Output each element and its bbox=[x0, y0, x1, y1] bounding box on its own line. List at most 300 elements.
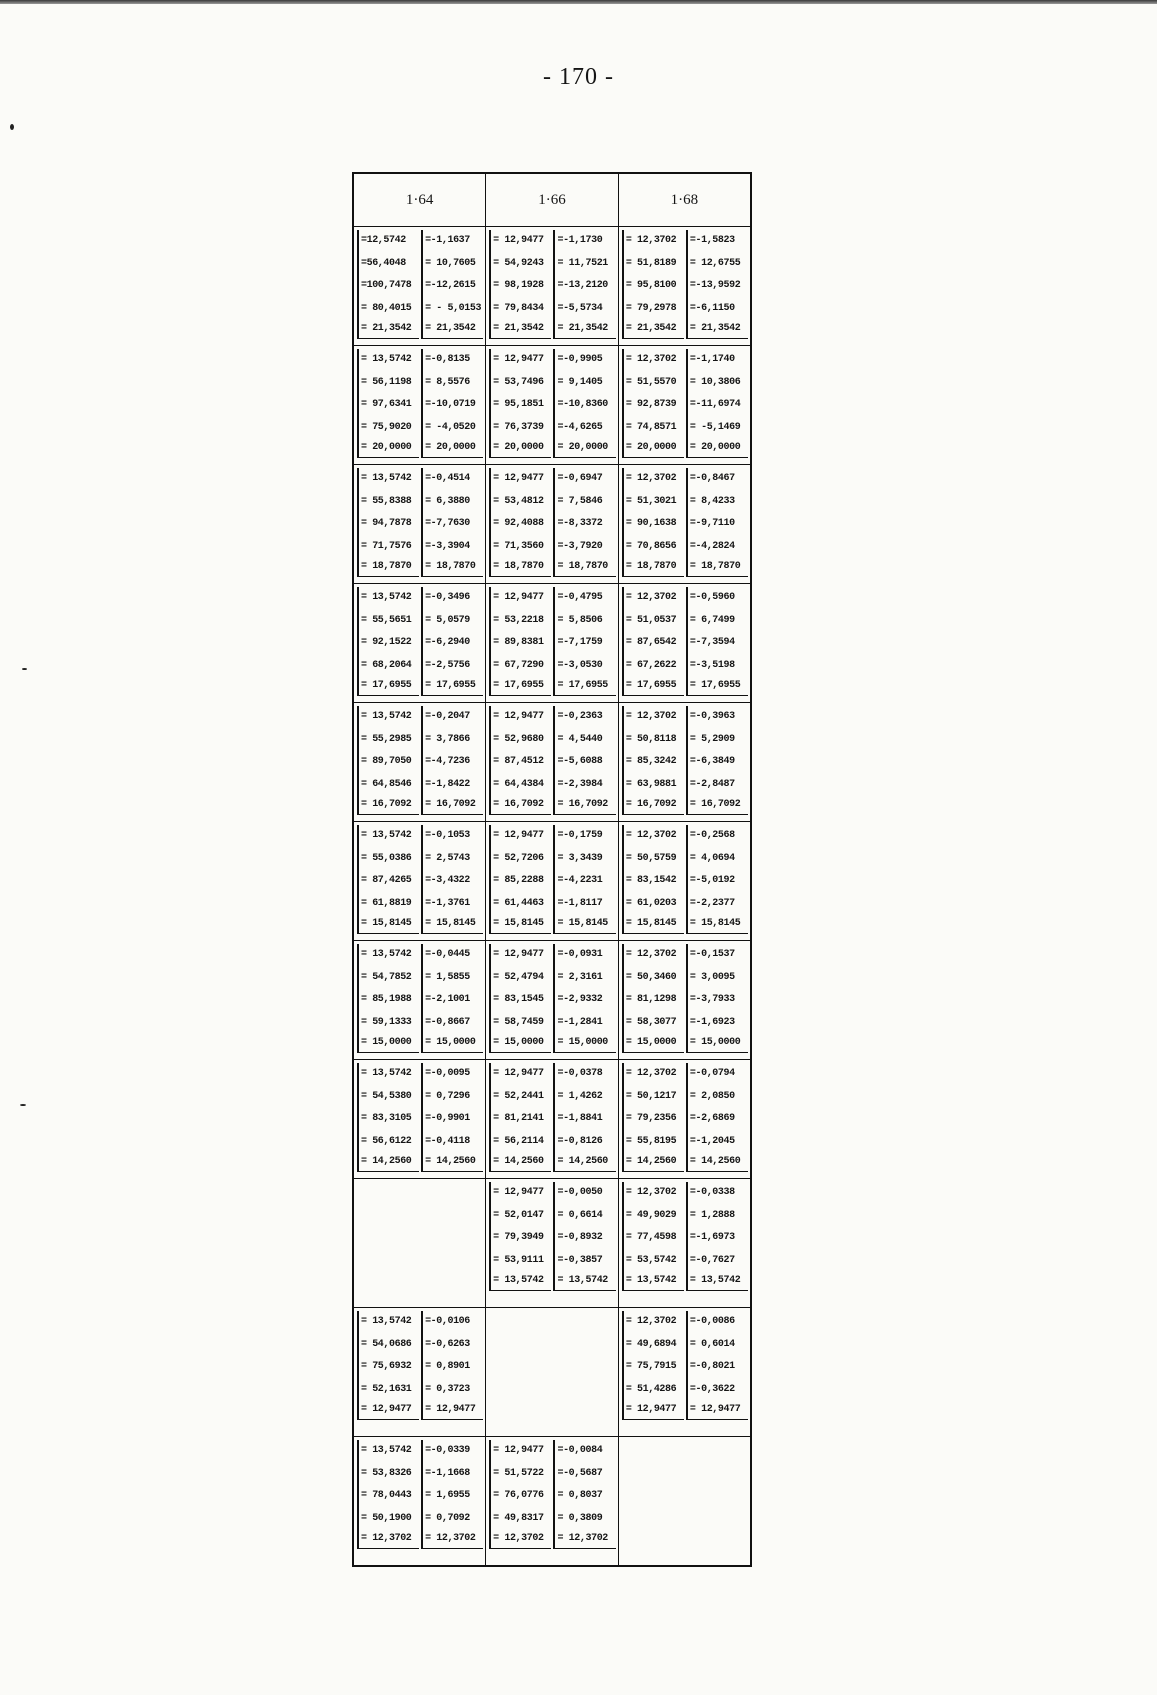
table-value: = 17,6955 bbox=[357, 677, 419, 696]
table-value: = 15,0000 bbox=[489, 1034, 551, 1053]
table-value: = 64,8546 bbox=[357, 774, 419, 797]
value-column-left bbox=[622, 349, 684, 458]
table-value: = 12,9477 bbox=[489, 825, 551, 848]
table-value: = 59,1333 bbox=[357, 1012, 419, 1035]
cell-value-grid bbox=[619, 584, 750, 697]
table-value: = 64,4384 bbox=[489, 774, 551, 797]
table-value: = 77,4598 bbox=[622, 1227, 684, 1250]
table-value: = 12,3702 bbox=[357, 1530, 419, 1549]
table-value: = 0,3723 bbox=[421, 1379, 483, 1402]
table-value: = 52,0147 bbox=[489, 1205, 551, 1228]
value-column-right bbox=[421, 706, 483, 815]
table-value: = 1,6955 bbox=[421, 1485, 483, 1508]
table-value: =-2,5756 bbox=[421, 655, 483, 678]
table-value: = 15,8145 bbox=[489, 915, 551, 934]
table-value: =-0,1537 bbox=[686, 944, 748, 967]
value-column-right bbox=[421, 825, 483, 934]
table-value: =-0,0050 bbox=[553, 1182, 615, 1205]
column-header: 1·68 bbox=[618, 173, 751, 227]
table-value: =-0,0378 bbox=[553, 1063, 615, 1086]
table-value: = 12,9477 bbox=[489, 468, 551, 491]
value-column-left bbox=[489, 230, 551, 339]
table-value: = 54,0686 bbox=[357, 1334, 419, 1357]
table-value: = 15,8145 bbox=[357, 915, 419, 934]
table-value: = 51,5570 bbox=[622, 372, 684, 395]
table-value: = 13,5742 bbox=[357, 1311, 419, 1334]
table-value: = 89,8381 bbox=[489, 632, 551, 655]
table-value: =-1,6923 bbox=[686, 1012, 748, 1035]
cell-value-grid bbox=[486, 703, 618, 816]
table-value: = 18,7870 bbox=[421, 558, 483, 577]
table-value: = 56,1198 bbox=[357, 372, 419, 395]
table-value: = 92,8739 bbox=[622, 394, 684, 417]
table-cell bbox=[486, 227, 619, 346]
value-column-left bbox=[622, 944, 684, 1053]
table-value: = 81,1298 bbox=[622, 989, 684, 1012]
table-value: = 2,3161 bbox=[553, 967, 615, 990]
table-value: = 4,0694 bbox=[686, 848, 748, 871]
value-column-right bbox=[686, 825, 748, 934]
table-value: = 13,5742 bbox=[686, 1272, 748, 1291]
table-value: =-1,1668 bbox=[421, 1463, 483, 1486]
table-value: = 13,5742 bbox=[357, 349, 419, 372]
table-value: = 76,3739 bbox=[489, 417, 551, 440]
table-value: = 53,9111 bbox=[489, 1250, 551, 1273]
table-value: =-0,3496 bbox=[421, 587, 483, 610]
table-cell bbox=[486, 822, 619, 941]
table-cell bbox=[353, 1308, 486, 1437]
table-row bbox=[353, 1179, 751, 1308]
table-value: =-9,7110 bbox=[686, 513, 748, 536]
table-value: =-12,2615 bbox=[421, 275, 483, 298]
table-value: = 12,9477 bbox=[489, 1182, 551, 1205]
table-value: = 63,9881 bbox=[622, 774, 684, 797]
value-column-right bbox=[421, 468, 483, 577]
value-column-left bbox=[357, 706, 419, 815]
column-header: 1·66 bbox=[486, 173, 619, 227]
table-value: = 76,0776 bbox=[489, 1485, 551, 1508]
table-value: =-0,3963 bbox=[686, 706, 748, 729]
table-value: = 50,1900 bbox=[357, 1508, 419, 1531]
table-value: = 54,9243 bbox=[489, 253, 551, 276]
table-row bbox=[353, 941, 751, 1060]
value-column-right bbox=[686, 944, 748, 1053]
page-number: - 170 - bbox=[543, 64, 614, 90]
table-value: = 51,3021 bbox=[622, 491, 684, 514]
table-value: = 61,8819 bbox=[357, 893, 419, 916]
table-value: = 12,3702 bbox=[622, 706, 684, 729]
table-value: = 21,3542 bbox=[421, 320, 483, 339]
table-body bbox=[353, 227, 751, 1567]
table-value: =-1,1740 bbox=[686, 349, 748, 372]
table-row bbox=[353, 584, 751, 703]
table-value: =-0,8135 bbox=[421, 349, 483, 372]
table-value: = 58,7459 bbox=[489, 1012, 551, 1035]
table-value: = 2,0850 bbox=[686, 1086, 748, 1109]
value-column-right bbox=[553, 825, 615, 934]
table-value: = 13,5742 bbox=[357, 1440, 419, 1463]
cell-value-grid bbox=[486, 1179, 618, 1292]
table-value: = 3,0095 bbox=[686, 967, 748, 990]
value-column-right bbox=[686, 706, 748, 815]
table-value: =-3,7933 bbox=[686, 989, 748, 1012]
table-value: = 18,7870 bbox=[357, 558, 419, 577]
table-cell bbox=[353, 584, 486, 703]
table-cell bbox=[618, 465, 751, 584]
table-value: =-0,0931 bbox=[553, 944, 615, 967]
table-value: =-2,6869 bbox=[686, 1108, 748, 1131]
table-value: = 92,4088 bbox=[489, 513, 551, 536]
value-column-right bbox=[686, 1182, 748, 1291]
table-value: = 97,6341 bbox=[357, 394, 419, 417]
table-value: = 14,2560 bbox=[421, 1153, 483, 1172]
table-value: = 61,4463 bbox=[489, 893, 551, 916]
table-value: =-1,2841 bbox=[553, 1012, 615, 1035]
value-column-right bbox=[421, 1063, 483, 1172]
table-value: =-0,3857 bbox=[553, 1250, 615, 1273]
table-value: = 16,7092 bbox=[622, 796, 684, 815]
table-value: = 12,3702 bbox=[622, 1063, 684, 1086]
table-cell bbox=[353, 703, 486, 822]
table-value: = 14,2560 bbox=[489, 1153, 551, 1172]
header-row bbox=[353, 173, 751, 227]
table-value: =-0,4118 bbox=[421, 1131, 483, 1154]
cell-value-grid bbox=[486, 465, 618, 578]
table-value: = 90,1638 bbox=[622, 513, 684, 536]
table-value: = 8,5576 bbox=[421, 372, 483, 395]
table-value: = 14,2560 bbox=[686, 1153, 748, 1172]
table-value: =-3,7920 bbox=[553, 536, 615, 559]
table-value: = 12,9477 bbox=[489, 1440, 551, 1463]
value-column-left bbox=[489, 587, 551, 696]
table-value: = 20,0000 bbox=[553, 439, 615, 458]
table-value: = 56,2114 bbox=[489, 1131, 551, 1154]
table-value: = 16,7092 bbox=[421, 796, 483, 815]
table-value: =-0,0086 bbox=[686, 1311, 748, 1334]
cell-value-grid bbox=[486, 346, 618, 459]
table-value: = 17,6955 bbox=[421, 677, 483, 696]
table-value: = 50,8118 bbox=[622, 729, 684, 752]
table-value: = 13,5742 bbox=[357, 706, 419, 729]
table-row bbox=[353, 465, 751, 584]
cell-value-grid bbox=[619, 465, 750, 578]
table-value: = 71,7576 bbox=[357, 536, 419, 559]
table-row bbox=[353, 227, 751, 346]
table-value: = 79,3949 bbox=[489, 1227, 551, 1250]
table-cell bbox=[353, 1437, 486, 1567]
table-value: = 12,9477 bbox=[489, 230, 551, 253]
table-value: = 21,3542 bbox=[553, 320, 615, 339]
table-value: = 17,6955 bbox=[622, 677, 684, 696]
table-value: = 52,9680 bbox=[489, 729, 551, 752]
value-column-left bbox=[357, 1063, 419, 1172]
cell-value-grid bbox=[354, 227, 485, 340]
table-value: = 67,2622 bbox=[622, 655, 684, 678]
table-value: = 16,7092 bbox=[489, 796, 551, 815]
table-cell bbox=[618, 1060, 751, 1179]
cell-value-grid bbox=[354, 584, 485, 697]
table-cell bbox=[353, 346, 486, 465]
table-value: = 13,5742 bbox=[357, 468, 419, 491]
cell-value-grid bbox=[354, 941, 485, 1054]
value-column-left bbox=[622, 1063, 684, 1172]
table-value: =-0,1053 bbox=[421, 825, 483, 848]
table-value: = 53,4812 bbox=[489, 491, 551, 514]
table-value: = 20,0000 bbox=[622, 439, 684, 458]
table-value: = 0,3809 bbox=[553, 1508, 615, 1531]
table-value: = 18,7870 bbox=[622, 558, 684, 577]
table-value: = 98,1928 bbox=[489, 275, 551, 298]
table-value: = 13,5742 bbox=[553, 1272, 615, 1291]
table-value: = 49,8317 bbox=[489, 1508, 551, 1531]
table-value: = 5,2909 bbox=[686, 729, 748, 752]
table-value: =-10,0719 bbox=[421, 394, 483, 417]
table-value: =-0,6947 bbox=[553, 468, 615, 491]
table-value: = 51,5722 bbox=[489, 1463, 551, 1486]
table-value: =-0,0794 bbox=[686, 1063, 748, 1086]
table-value: =-1,3761 bbox=[421, 893, 483, 916]
table-value: = 8,4233 bbox=[686, 491, 748, 514]
value-column-right bbox=[421, 1311, 483, 1420]
table-value: = 12,9477 bbox=[489, 1063, 551, 1086]
table-value: = -4,0520 bbox=[421, 417, 483, 440]
table-value: = 75,7915 bbox=[622, 1356, 684, 1379]
cell-value-grid bbox=[486, 227, 618, 340]
cell-value-grid bbox=[354, 822, 485, 935]
table-value: = 17,6955 bbox=[686, 677, 748, 696]
table-value: =-7,7630 bbox=[421, 513, 483, 536]
value-column-right bbox=[553, 1182, 615, 1291]
table-value: = 50,5759 bbox=[622, 848, 684, 871]
page-top-rule bbox=[0, 0, 1157, 4]
table-row bbox=[353, 1437, 751, 1567]
table-value: =-1,8422 bbox=[421, 774, 483, 797]
table-value: = 1,5855 bbox=[421, 967, 483, 990]
table-value: = 51,0537 bbox=[622, 610, 684, 633]
table-value: = 15,0000 bbox=[622, 1034, 684, 1053]
table-row bbox=[353, 1308, 751, 1437]
value-column-left bbox=[357, 944, 419, 1053]
table-value: = 53,8326 bbox=[357, 1463, 419, 1486]
table-value: = 12,9477 bbox=[622, 1401, 684, 1420]
table-value: = 16,7092 bbox=[553, 796, 615, 815]
table-cell bbox=[486, 1179, 619, 1308]
value-column-left bbox=[489, 349, 551, 458]
table-value: =-0,9901 bbox=[421, 1108, 483, 1131]
table-value: = 79,8434 bbox=[489, 298, 551, 321]
table-value: = 5,0579 bbox=[421, 610, 483, 633]
table-value: =-5,0192 bbox=[686, 870, 748, 893]
table-value: = 12,3702 bbox=[553, 1530, 615, 1549]
table-value: = 10,7605 bbox=[421, 253, 483, 276]
value-column-right bbox=[686, 468, 748, 577]
table-value: =-7,3594 bbox=[686, 632, 748, 655]
table-value: = - 5,0153 bbox=[421, 298, 483, 321]
table-value: = 50,3460 bbox=[622, 967, 684, 990]
table-value: = 12,9477 bbox=[421, 1401, 483, 1420]
table-value: = 3,7866 bbox=[421, 729, 483, 752]
table-value: = 12,3702 bbox=[622, 825, 684, 848]
value-column-left bbox=[622, 1311, 684, 1420]
table-value: = 11,7521 bbox=[553, 253, 615, 276]
table-value: =-1,1637 bbox=[421, 230, 483, 253]
table-value: = 83,1542 bbox=[622, 870, 684, 893]
table-value: = 0,7092 bbox=[421, 1508, 483, 1531]
table-value: = 54,7852 bbox=[357, 967, 419, 990]
table-cell bbox=[486, 465, 619, 584]
scan-speck bbox=[20, 1104, 26, 1106]
table-value: =-0,7627 bbox=[686, 1250, 748, 1273]
table-value: = 55,5651 bbox=[357, 610, 419, 633]
value-column-left bbox=[357, 825, 419, 934]
table-cell bbox=[353, 465, 486, 584]
cell-value-grid bbox=[619, 703, 750, 816]
table-value: = 74,8571 bbox=[622, 417, 684, 440]
value-column-left bbox=[489, 1440, 551, 1549]
table-value: = 12,3702 bbox=[622, 468, 684, 491]
table-value: = 4,5440 bbox=[553, 729, 615, 752]
table-value: =-0,9905 bbox=[553, 349, 615, 372]
table-value: = 12,3702 bbox=[421, 1530, 483, 1549]
cell-value-grid bbox=[619, 1060, 750, 1173]
table-value: =-4,6265 bbox=[553, 417, 615, 440]
table-value: = 55,2985 bbox=[357, 729, 419, 752]
table-value: = 12,3702 bbox=[622, 230, 684, 253]
table-value: =-2,8487 bbox=[686, 774, 748, 797]
value-column-right bbox=[421, 587, 483, 696]
table-value: = 51,8189 bbox=[622, 253, 684, 276]
table-value: =-1,8841 bbox=[553, 1108, 615, 1131]
table-value: = 3,3439 bbox=[553, 848, 615, 871]
table-value: = 12,9477 bbox=[489, 706, 551, 729]
table-value: = 95,1851 bbox=[489, 394, 551, 417]
table-value: =-1,6973 bbox=[686, 1227, 748, 1250]
table-value: = 20,0000 bbox=[489, 439, 551, 458]
table-value: = 0,6614 bbox=[553, 1205, 615, 1228]
table-value: = 17,6955 bbox=[489, 677, 551, 696]
table-value: = 53,5742 bbox=[622, 1250, 684, 1273]
table-value: =-2,1001 bbox=[421, 989, 483, 1012]
table-value: = 13,5742 bbox=[489, 1272, 551, 1291]
table-row bbox=[353, 1060, 751, 1179]
value-column-left bbox=[357, 230, 419, 339]
value-column-left bbox=[622, 587, 684, 696]
table-value: =-0,8932 bbox=[553, 1227, 615, 1250]
table-value: = 12,3702 bbox=[622, 587, 684, 610]
table-cell bbox=[353, 822, 486, 941]
table-value: =-6,3849 bbox=[686, 751, 748, 774]
table-value: = 70,8656 bbox=[622, 536, 684, 559]
table-value: =-10,8360 bbox=[553, 394, 615, 417]
cell-value-grid bbox=[354, 703, 485, 816]
table-value: = 87,6542 bbox=[622, 632, 684, 655]
value-column-right bbox=[553, 1063, 615, 1172]
table-value: =-4,7236 bbox=[421, 751, 483, 774]
table-value: = 18,7870 bbox=[553, 558, 615, 577]
table-value: = 49,6894 bbox=[622, 1334, 684, 1357]
table-cell bbox=[618, 703, 751, 822]
table-value: =-0,8667 bbox=[421, 1012, 483, 1035]
table-cell bbox=[353, 1060, 486, 1179]
table-row bbox=[353, 346, 751, 465]
table-value: =-0,5687 bbox=[553, 1463, 615, 1486]
table-value: = 14,2560 bbox=[357, 1153, 419, 1172]
table-value: = 83,1545 bbox=[489, 989, 551, 1012]
table-value: =-0,2363 bbox=[553, 706, 615, 729]
cell-value-grid bbox=[486, 822, 618, 935]
table-value: = 12,9477 bbox=[686, 1401, 748, 1420]
table-value: =-3,3904 bbox=[421, 536, 483, 559]
table-row bbox=[353, 822, 751, 941]
table-value: =56,4048 bbox=[357, 253, 419, 276]
table-value: =-5,5734 bbox=[553, 298, 615, 321]
table-value: = 18,7870 bbox=[686, 558, 748, 577]
value-column-left bbox=[622, 825, 684, 934]
table-cell bbox=[486, 584, 619, 703]
table-value: =-2,9332 bbox=[553, 989, 615, 1012]
value-column-right bbox=[686, 1311, 748, 1420]
values-table bbox=[352, 172, 752, 1567]
table-value: = 21,3542 bbox=[686, 320, 748, 339]
cell-value-grid bbox=[619, 941, 750, 1054]
table-value: = -5,1469 bbox=[686, 417, 748, 440]
table-value: = 0,8901 bbox=[421, 1356, 483, 1379]
table-value: =-11,6974 bbox=[686, 394, 748, 417]
table-value: =-0,2047 bbox=[421, 706, 483, 729]
table-value: = 17,6955 bbox=[553, 677, 615, 696]
table-value: =-0,6263 bbox=[421, 1334, 483, 1357]
table-value: = 2,5743 bbox=[421, 848, 483, 871]
table-value: = 20,0000 bbox=[421, 439, 483, 458]
table-value: = 56,6122 bbox=[357, 1131, 419, 1154]
table-value: = 20,0000 bbox=[686, 439, 748, 458]
table-value: = 80,4015 bbox=[357, 298, 419, 321]
table-value: = 14,2560 bbox=[553, 1153, 615, 1172]
table-value: =-0,8021 bbox=[686, 1356, 748, 1379]
cell-value-grid bbox=[486, 584, 618, 697]
table-value: = 12,3702 bbox=[622, 1311, 684, 1334]
table-value: = 55,8195 bbox=[622, 1131, 684, 1154]
column-header: 1·64 bbox=[353, 173, 486, 227]
table-value: = 71,3560 bbox=[489, 536, 551, 559]
value-column-left bbox=[489, 944, 551, 1053]
value-column-right bbox=[686, 587, 748, 696]
value-column-left bbox=[622, 468, 684, 577]
table-value: = 20,0000 bbox=[357, 439, 419, 458]
table-value: = 15,8145 bbox=[553, 915, 615, 934]
value-column-right bbox=[421, 944, 483, 1053]
table-value: = 75,6932 bbox=[357, 1356, 419, 1379]
table-cell bbox=[486, 703, 619, 822]
value-column-right bbox=[553, 468, 615, 577]
scan-speck bbox=[10, 124, 14, 130]
table-value: = 15,8145 bbox=[421, 915, 483, 934]
table-value: = 78,0443 bbox=[357, 1485, 419, 1508]
table-row bbox=[353, 703, 751, 822]
table-cell bbox=[486, 1308, 619, 1437]
table-value: = 15,0000 bbox=[357, 1034, 419, 1053]
table-value: =-13,9592 bbox=[686, 275, 748, 298]
table-value: =-1,2045 bbox=[686, 1131, 748, 1154]
table-value: =-2,3984 bbox=[553, 774, 615, 797]
table-cell bbox=[353, 941, 486, 1060]
value-column-right bbox=[553, 1440, 615, 1549]
table-cell bbox=[618, 227, 751, 346]
table-value: =12,5742 bbox=[357, 230, 419, 253]
table-value: = 52,2441 bbox=[489, 1086, 551, 1109]
table-value: = 81,2141 bbox=[489, 1108, 551, 1131]
table-value: = 75,9020 bbox=[357, 417, 419, 440]
